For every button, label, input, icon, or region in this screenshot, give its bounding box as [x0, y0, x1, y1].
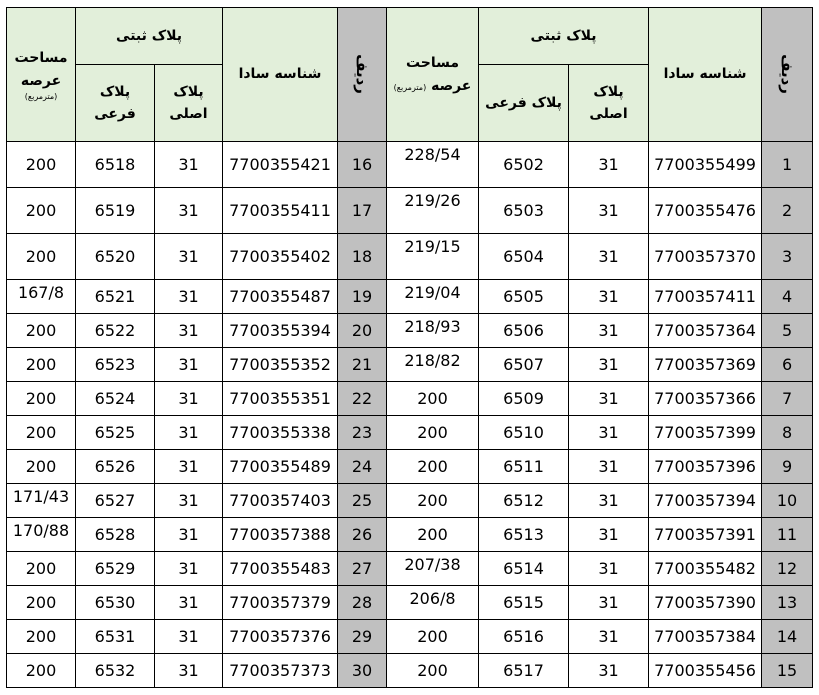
area-cell: 200	[7, 234, 76, 280]
area-cell: 200	[387, 620, 479, 654]
main-plaque-cell: 31	[569, 450, 649, 484]
sada-id-cell: 7700357370	[649, 234, 762, 280]
sub-plaque-cell: 6504	[479, 234, 569, 280]
sub-plaque-cell: 6523	[76, 348, 155, 382]
table-row	[7, 416, 813, 450]
sada-id-cell: 7700357384	[649, 620, 762, 654]
area-cell: 206/8	[387, 586, 479, 620]
area-cell: 200	[387, 416, 479, 450]
sada-id-cell: 7700355499	[649, 142, 762, 188]
sub-plaque-cell: 6532	[76, 654, 155, 688]
area-cell: 207/38	[387, 552, 479, 586]
area-cell: 200	[7, 654, 76, 688]
main-plaque-cell: 31	[569, 142, 649, 188]
sub-plaque-cell: 6516	[479, 620, 569, 654]
area-cell: 200	[7, 552, 76, 586]
sada-id-header: شناسه سادا	[223, 8, 338, 142]
main-plaque-cell: 31	[569, 280, 649, 314]
row-number-cell: 21	[338, 348, 387, 382]
main-plaque-cell: 31	[569, 188, 649, 234]
sada-id-cell: 7700355456	[649, 654, 762, 688]
sub-plaque-cell: 6518	[76, 142, 155, 188]
main-plaque-cell: 31	[155, 518, 223, 552]
area-unit-label: (مترمربع)	[24, 92, 58, 102]
sada-id-cell: 7700357411	[649, 280, 762, 314]
row-number-cell: 15	[762, 654, 813, 688]
row-number-cell: 13	[762, 586, 813, 620]
row-number-cell: 18	[338, 234, 387, 280]
main-plaque-cell: 31	[569, 654, 649, 688]
table-row	[7, 142, 813, 188]
row-number-cell: 1	[762, 142, 813, 188]
area-cell: 218/93	[387, 314, 479, 348]
main-plaque-cell: 31	[569, 484, 649, 518]
sada-id-cell: 7700355411	[223, 188, 338, 234]
area-cell: 200	[387, 518, 479, 552]
sada-id-cell: 7700355394	[223, 314, 338, 348]
sub-plaque-cell: 6507	[479, 348, 569, 382]
sada-id-cell: 7700357388	[223, 518, 338, 552]
table-row	[7, 620, 813, 654]
area-header: مساحت عرصه (مترمربع)	[7, 8, 76, 142]
area-header: مساحت عرصه (مترمربع)	[387, 8, 479, 142]
sada-id-cell: 7700357366	[649, 382, 762, 416]
sada-id-cell: 7700355352	[223, 348, 338, 382]
sada-id-cell: 7700357391	[649, 518, 762, 552]
sada-id-cell: 7700355421	[223, 142, 338, 188]
table-row	[7, 188, 813, 234]
row-number-cell: 22	[338, 382, 387, 416]
row-number-cell: 7	[762, 382, 813, 416]
sub-plaque-cell: 6513	[479, 518, 569, 552]
plaque-group-header: پلاک ثبتی	[479, 8, 649, 65]
table-row	[7, 234, 813, 280]
row-number-cell: 4	[762, 280, 813, 314]
table-body	[7, 142, 813, 688]
main-plaque-cell: 31	[155, 188, 223, 234]
row-number-header: ردیف	[762, 8, 813, 142]
main-plaque-cell: 31	[569, 586, 649, 620]
main-plaque-cell: 31	[155, 450, 223, 484]
sada-id-cell: 7700355351	[223, 382, 338, 416]
main-plaque-cell: 31	[569, 552, 649, 586]
row-number-header: ردیف	[338, 8, 387, 142]
table-row	[7, 518, 813, 552]
main-plaque-cell: 31	[569, 518, 649, 552]
area-cell: 200	[7, 188, 76, 234]
main-plaque-cell: 31	[569, 620, 649, 654]
row-number-cell: 24	[338, 450, 387, 484]
row-number-cell: 3	[762, 234, 813, 280]
sada-id-cell: 7700357394	[649, 484, 762, 518]
table-row	[7, 586, 813, 620]
sada-id-header: شناسه سادا	[649, 8, 762, 142]
area-cell: 200	[7, 314, 76, 348]
sada-id-cell: 7700357364	[649, 314, 762, 348]
table-row	[7, 280, 813, 314]
main-plaque-cell: 31	[155, 586, 223, 620]
sub-plaque-cell: 6509	[479, 382, 569, 416]
main-plaque-header: پلاک اصلی	[155, 65, 223, 142]
table-row	[7, 484, 813, 518]
registry-table	[6, 7, 813, 688]
table-row	[7, 552, 813, 586]
main-plaque-cell: 31	[569, 348, 649, 382]
area-cell: 200	[7, 450, 76, 484]
sub-plaque-cell: 6514	[479, 552, 569, 586]
sub-plaque-cell: 6528	[76, 518, 155, 552]
area-cell: 219/04	[387, 280, 479, 314]
row-number-cell: 5	[762, 314, 813, 348]
sada-id-cell: 7700355487	[223, 280, 338, 314]
area-cell: 170/88	[7, 518, 76, 552]
main-plaque-cell: 31	[155, 280, 223, 314]
sub-plaque-cell: 6512	[479, 484, 569, 518]
main-plaque-cell: 31	[155, 552, 223, 586]
main-plaque-cell: 31	[155, 142, 223, 188]
sub-plaque-cell: 6506	[479, 314, 569, 348]
row-number-cell: 20	[338, 314, 387, 348]
row-number-cell: 30	[338, 654, 387, 688]
sub-plaque-cell: 6530	[76, 586, 155, 620]
main-plaque-cell: 31	[155, 382, 223, 416]
table-row	[7, 314, 813, 348]
main-plaque-cell: 31	[155, 416, 223, 450]
row-number-cell: 8	[762, 416, 813, 450]
row-number-cell: 23	[338, 416, 387, 450]
sada-id-cell: 7700357403	[223, 484, 338, 518]
area-cell: 171/43	[7, 484, 76, 518]
sada-id-cell: 7700357373	[223, 654, 338, 688]
area-cell: 218/82	[387, 348, 479, 382]
area-cell: 200	[7, 416, 76, 450]
row-number-cell: 25	[338, 484, 387, 518]
sub-plaque-cell: 6527	[76, 484, 155, 518]
sada-id-cell: 7700355483	[223, 552, 338, 586]
main-plaque-cell: 31	[569, 234, 649, 280]
sub-plaque-cell: 6510	[479, 416, 569, 450]
sada-id-cell: 7700355489	[223, 450, 338, 484]
area-cell: 219/15	[387, 234, 479, 280]
sub-plaque-cell: 6524	[76, 382, 155, 416]
sada-id-cell: 7700357390	[649, 586, 762, 620]
sada-id-cell: 7700355482	[649, 552, 762, 586]
row-number-cell: 12	[762, 552, 813, 586]
main-plaque-cell: 31	[569, 416, 649, 450]
table-row	[7, 348, 813, 382]
sub-plaque-cell: 6531	[76, 620, 155, 654]
sada-id-cell: 7700357379	[223, 586, 338, 620]
sub-plaque-cell: 6525	[76, 416, 155, 450]
sub-plaque-cell: 6511	[479, 450, 569, 484]
row-number-cell: 11	[762, 518, 813, 552]
main-plaque-cell: 31	[155, 314, 223, 348]
sada-id-cell: 7700357399	[649, 416, 762, 450]
row-number-cell: 16	[338, 142, 387, 188]
area-cell: 200	[7, 620, 76, 654]
area-cell: 200	[387, 382, 479, 416]
main-plaque-cell: 31	[155, 620, 223, 654]
sada-id-cell: 7700355402	[223, 234, 338, 280]
sub-plaque-cell: 6505	[479, 280, 569, 314]
sub-plaque-cell: 6515	[479, 586, 569, 620]
area-cell: 200	[7, 586, 76, 620]
row-number-cell: 26	[338, 518, 387, 552]
row-number-cell: 6	[762, 348, 813, 382]
row-number-cell: 14	[762, 620, 813, 654]
sub-plaque-cell: 6502	[479, 142, 569, 188]
sada-id-cell: 7700355338	[223, 416, 338, 450]
area-cell: 200	[7, 348, 76, 382]
sub-plaque-cell: 6526	[76, 450, 155, 484]
main-plaque-header: پلاک اصلی	[569, 65, 649, 142]
sub-plaque-header: پلاک فرعی	[479, 65, 569, 142]
area-cell: 219/26	[387, 188, 479, 234]
table-row	[7, 450, 813, 484]
table-row	[7, 382, 813, 416]
row-number-cell: 28	[338, 586, 387, 620]
row-number-cell: 9	[762, 450, 813, 484]
sub-plaque-cell: 6503	[479, 188, 569, 234]
sub-plaque-cell: 6517	[479, 654, 569, 688]
row-number-cell: 19	[338, 280, 387, 314]
row-number-cell: 2	[762, 188, 813, 234]
main-plaque-cell: 31	[569, 314, 649, 348]
row-number-cell: 27	[338, 552, 387, 586]
area-cell: 200	[387, 484, 479, 518]
row-number-cell: 17	[338, 188, 387, 234]
sub-plaque-cell: 6520	[76, 234, 155, 280]
area-cell: 200	[7, 382, 76, 416]
sub-plaque-cell: 6519	[76, 188, 155, 234]
area-cell: 200	[7, 142, 76, 188]
sada-id-cell: 7700355476	[649, 188, 762, 234]
area-cell: 228/54	[387, 142, 479, 188]
area-cell: 200	[387, 450, 479, 484]
sub-plaque-cell: 6522	[76, 314, 155, 348]
main-plaque-cell: 31	[155, 654, 223, 688]
main-plaque-cell: 31	[155, 234, 223, 280]
sada-id-cell: 7700357376	[223, 620, 338, 654]
main-plaque-cell: 31	[155, 348, 223, 382]
sub-plaque-cell: 6529	[76, 552, 155, 586]
sada-id-cell: 7700357396	[649, 450, 762, 484]
table-row	[7, 654, 813, 688]
row-number-cell: 29	[338, 620, 387, 654]
area-cell: 167/8	[7, 280, 76, 314]
sub-plaque-header: پلاک فرعی	[76, 65, 155, 142]
main-plaque-cell: 31	[155, 484, 223, 518]
sub-plaque-cell: 6521	[76, 280, 155, 314]
row-number-cell: 10	[762, 484, 813, 518]
plaque-group-header: پلاک ثبتی	[76, 8, 223, 65]
sada-id-cell: 7700357369	[649, 348, 762, 382]
header-row-top	[7, 8, 813, 65]
main-plaque-cell: 31	[569, 382, 649, 416]
area-cell: 200	[387, 654, 479, 688]
